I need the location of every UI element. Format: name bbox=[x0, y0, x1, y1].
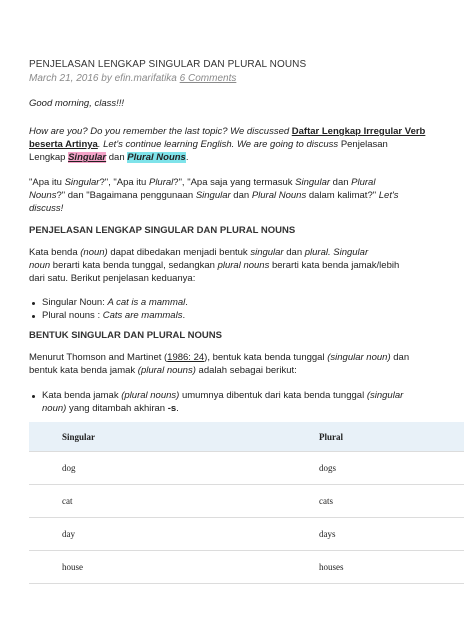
table-header-row bbox=[29, 422, 464, 452]
post-meta bbox=[29, 73, 236, 84]
table-cell: dog bbox=[29, 452, 286, 485]
section2-bullet-line-2: noun) yang ditambah akhiran -s. bbox=[42, 403, 179, 414]
list-item-plural: Plural nouns : Cats are mammals. bbox=[42, 310, 186, 321]
section2-line-2: bentuk kata benda jamak (plural nouns) adalah sebagai berikut: bbox=[29, 365, 297, 376]
irregular-verb-link-cont[interactable]: beserta Artinya bbox=[29, 139, 98, 150]
comments-link[interactable]: 6 Comments bbox=[179, 73, 237, 84]
table-cell: days bbox=[286, 518, 464, 551]
intro-line-2: beserta Artinya. Let's continue learning English. We are going to discuss Penjelasan bbox=[29, 139, 388, 150]
question-line-1: "Apa itu Singular?", "Apa itu Plural?", "Apa saja yang termasuk Singular dan Plural bbox=[29, 177, 376, 188]
post-date: March 21, 2016 bbox=[29, 73, 99, 84]
post-title: PENJELASAN LENGKAP SINGULAR DAN PLURAL NOUNS bbox=[29, 59, 307, 70]
section2-bullet-line-1: Kata benda jamak (plural nouns) umumnya dibentuk dari kata benda tunggal (singular bbox=[42, 390, 404, 401]
section2-line-1: Menurut Thomson and Martinet (1986: 24), bentuk kata benda tunggal (singular noun) dan bbox=[29, 352, 410, 363]
table-cell: cats bbox=[286, 485, 464, 518]
highlight-singular: Singular bbox=[68, 152, 107, 163]
reference-link[interactable]: 1986: 24 bbox=[167, 352, 205, 363]
table-cell: houses bbox=[286, 551, 464, 584]
bullet-dot bbox=[32, 315, 35, 318]
table-row bbox=[29, 551, 464, 584]
table-cell: dogs bbox=[286, 452, 464, 485]
section1-line-2: noun berarti kata benda tunggal, sedangkan plural nouns berarti kata benda jamak/lebih bbox=[29, 260, 400, 271]
post-author[interactable]: efin.marifatika bbox=[114, 73, 177, 84]
table-cell: house bbox=[29, 551, 286, 584]
section1-line-1: Kata benda (noun) dapat dibedakan menjadi bentuk singular dan plural. Singular bbox=[29, 247, 369, 258]
singular-plural-table bbox=[29, 422, 464, 584]
table-row bbox=[29, 485, 464, 518]
question-line-2: Nouns?" dan "Bagaimana penggunaan Singular dan Plural Nouns dalam kalimat?" Let's bbox=[29, 190, 399, 201]
table-cell: cat bbox=[29, 485, 286, 518]
intro-line-1: How are you? Do you remember the last topic? We discussed Daftar Lengkap Irregular Verb bbox=[29, 126, 426, 137]
section1-line-3: dari satu. Berikut penjelasan keduanya: bbox=[29, 273, 196, 284]
highlight-plural-nouns: Plural Nouns bbox=[127, 152, 186, 163]
bullet-dot bbox=[32, 395, 35, 398]
bullet-dot bbox=[32, 302, 35, 305]
greeting: Good morning, class!!! bbox=[29, 98, 125, 109]
list-item-singular: Singular Noun: A cat is a mammal. bbox=[42, 297, 188, 308]
question-line-3: discuss! bbox=[29, 203, 64, 214]
section-heading-1: PENJELASAN LENGKAP SINGULAR DAN PLURAL NOUNS bbox=[29, 225, 296, 236]
section-heading-2: BENTUK SINGULAR DAN PLURAL NOUNS bbox=[29, 330, 222, 341]
table-header-singular: Singular bbox=[29, 422, 286, 452]
irregular-verb-link[interactable]: Daftar Lengkap Irregular Verb bbox=[291, 126, 426, 137]
table-cell: day bbox=[29, 518, 286, 551]
table-row bbox=[29, 518, 464, 551]
post-by: by bbox=[101, 73, 112, 84]
table-header-plural: Plural bbox=[286, 422, 464, 452]
intro-line-3: Lengkap Singular dan Plural Nouns. bbox=[29, 152, 189, 163]
table-row bbox=[29, 452, 464, 485]
